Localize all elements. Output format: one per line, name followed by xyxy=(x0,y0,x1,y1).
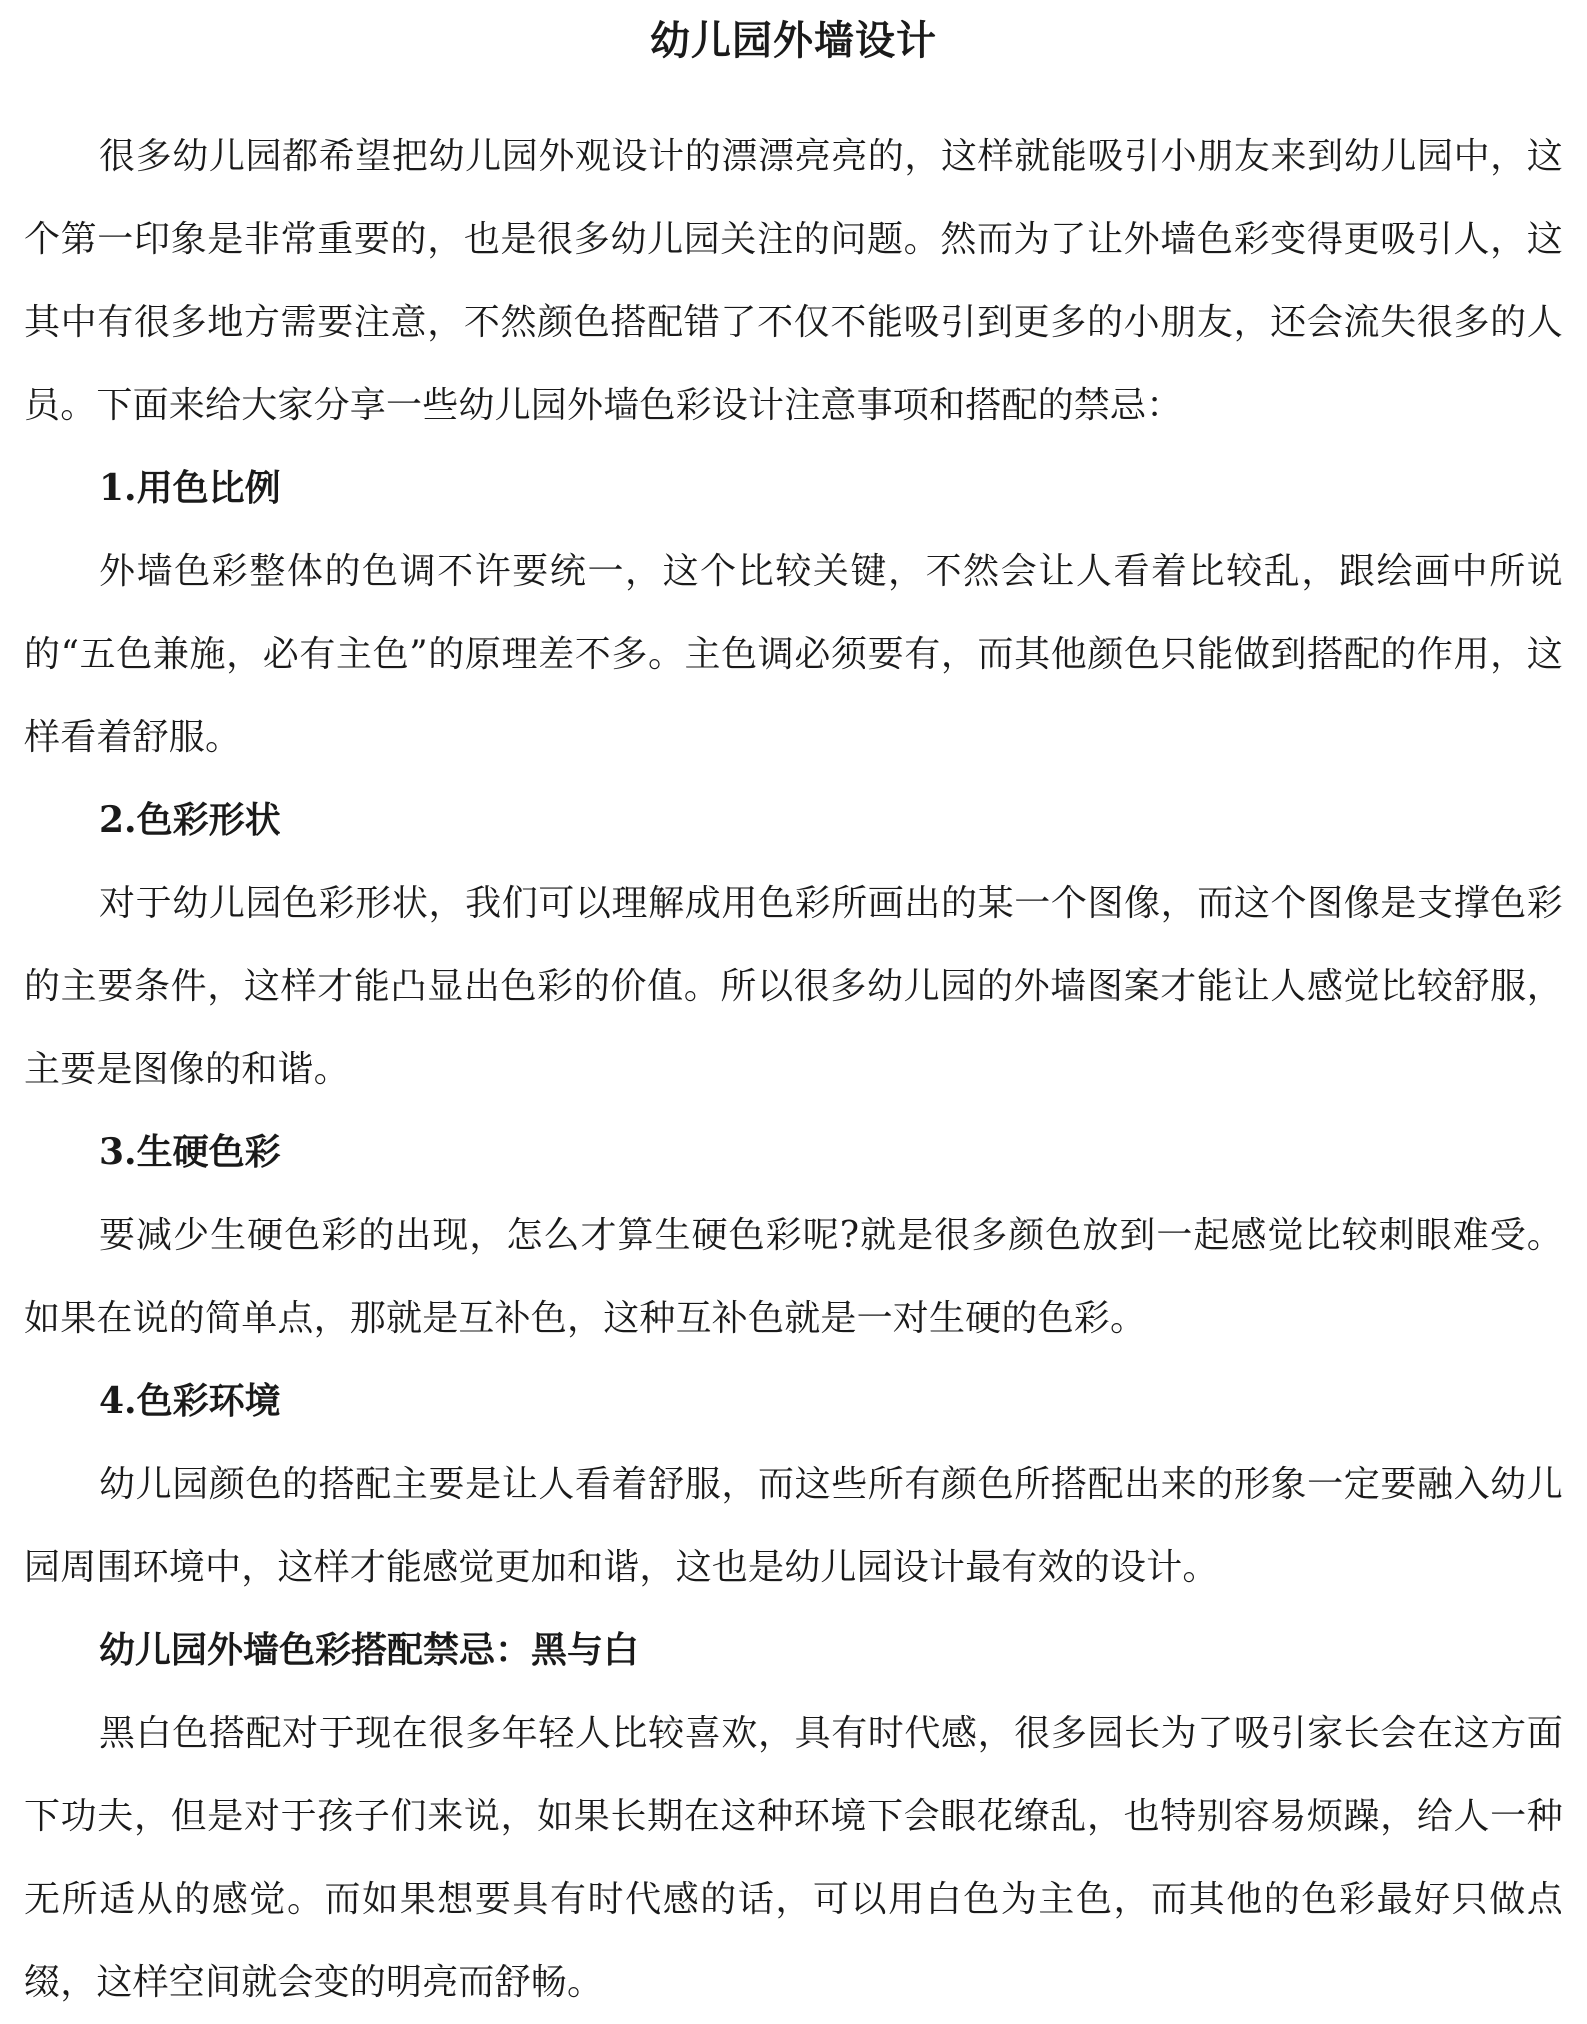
section-body-color-environment: 幼儿园颜色的搭配主要是让人看着舒服，而这些所有颜色所搭配出来的形象一定要融入幼儿园周围环境中，这样才能感觉更加和谐，这也是幼儿园设计最有效的设计。 xyxy=(24,1464,1563,1588)
section-heading-color-environment: 4.色彩环境 xyxy=(99,1380,281,1422)
section-body-taboo-black-white: 黑白色搭配对于现在很多年轻人比较喜欢，具有时代感，很多园长为了吸引家长会在这方面下功夫，但是对于孩子们来说，如果长期在这种环境下会眼花缭乱，也特别容易烦躁，给人一种无所适从的感觉。而如果想要具有时代感的话，可以用白色为主色，而其他的色彩最好只做点缀，这样空间就会变的明亮而舒畅。 xyxy=(24,1713,1563,2003)
document-title: 幼儿园外墙设计 xyxy=(650,17,937,64)
section-heading-color-shape: 2.色彩形状 xyxy=(99,799,281,841)
section-body-color-shape: 对于幼儿园色彩形状，我们可以理解成用色彩所画出的某一个图像，而这个图像是支撑色彩的主要条件，这样才能凸显出色彩的价值。所以很多幼儿园的外墙图案才能让人感觉比较舒服，主要是图像的和谐。 xyxy=(24,883,1563,1090)
intro-paragraph: 很多幼儿园都希望把幼儿园外观设计的漂漂亮亮的，这样就能吸引小朋友来到幼儿园中，这个第一印象是非常重要的，也是很多幼儿园关注的问题。然而为了让外墙色彩变得更吸引人，这其中有很多地方需要注意，不然颜色搭配错了不仅不能吸引到更多的小朋友，还会流失很多的人员。下面来给大家分享一些幼儿园外墙色彩设计注意事项和搭配的禁忌： xyxy=(24,136,1563,426)
section-body-color-ratio: 外墙色彩整体的色调不许要统一，这个比较关键，不然会让人看着比较乱，跟绘画中所说的“五色兼施，必有主色”的原理差不多。主色调必须要有，而其他颜色只能做到搭配的作用，这样看着舒服。 xyxy=(24,551,1563,758)
section-heading-harsh-color: 3.生硬色彩 xyxy=(99,1131,281,1173)
document-page xyxy=(24,0,1563,2024)
section-heading-taboo-black-white: 幼儿园外墙色彩搭配禁忌：黑与白 xyxy=(99,1629,640,1671)
section-heading-color-ratio: 1.用色比例 xyxy=(99,467,281,509)
section-body-harsh-color: 要减少生硬色彩的出现，怎么才算生硬色彩呢?就是很多颜色放到一起感觉比较刺眼难受。如果在说的简单点，那就是互补色，这种互补色就是一对生硬的色彩。 xyxy=(24,1215,1563,1339)
